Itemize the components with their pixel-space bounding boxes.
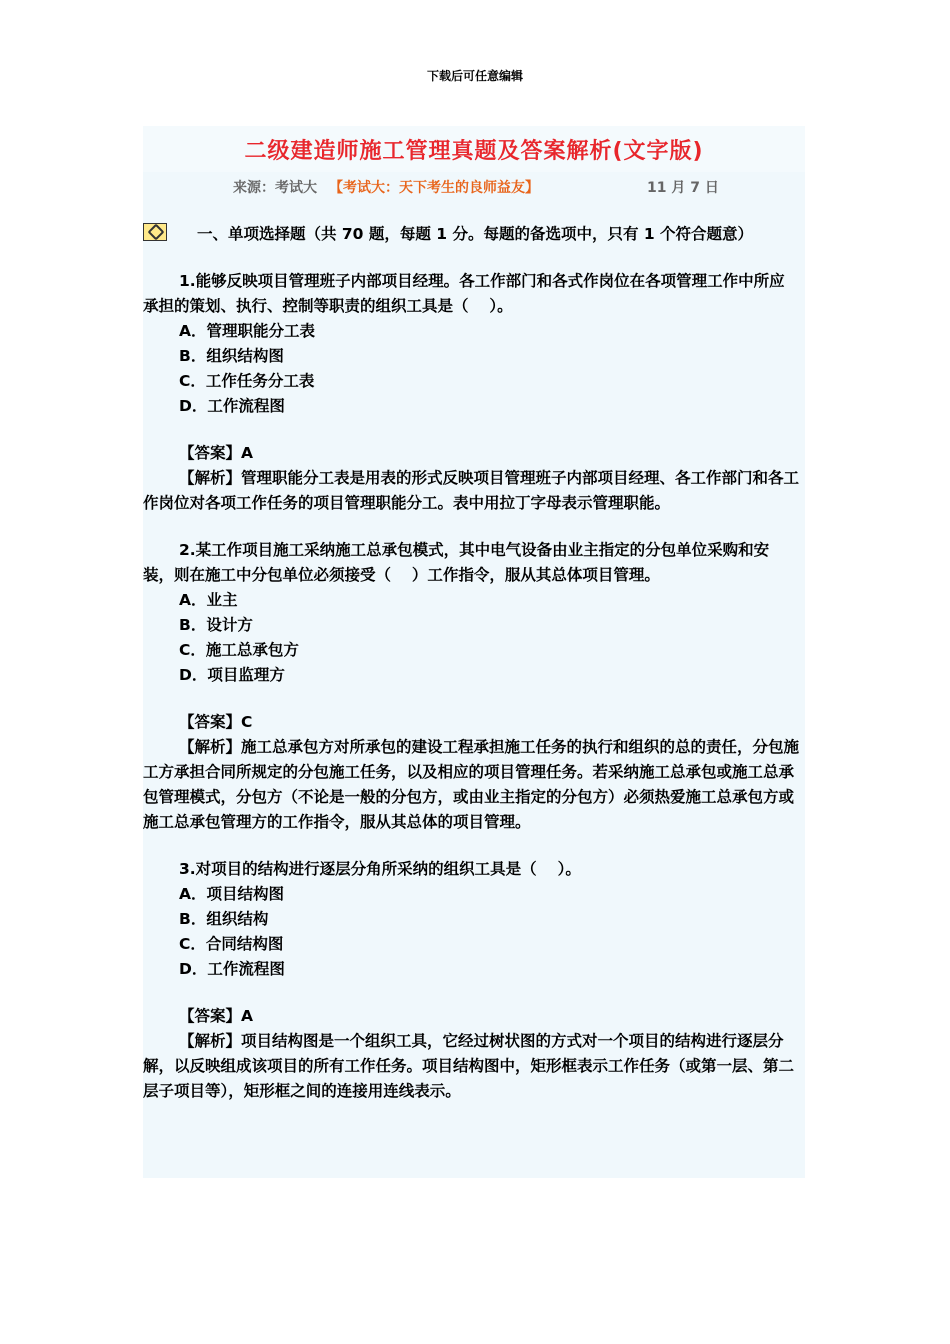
publish-date: 11 月 7 日 bbox=[647, 180, 719, 196]
section-heading bbox=[143, 222, 799, 247]
site-slogan-link[interactable]: 【考试大：天下考生的良师益友】 bbox=[329, 180, 539, 196]
answer-line: 【答案】C bbox=[179, 713, 253, 731]
question-option: D．项目监理方 bbox=[179, 666, 285, 684]
article-meta bbox=[143, 177, 805, 197]
source-label: 来源：考试大 bbox=[233, 180, 317, 196]
question-option: D．工作流程图 bbox=[179, 960, 285, 978]
question-option: C．合同结构图 bbox=[179, 935, 284, 953]
question-option: D．工作流程图 bbox=[179, 397, 285, 415]
question-option: C．施工总承包方 bbox=[179, 641, 299, 659]
article-title: 二级建造师施工管理真题及答案解析(文字版) bbox=[244, 139, 704, 164]
question-stem: 3.对项目的结构进行逐层分角所采纳的组织工具是（ ）。 bbox=[179, 860, 581, 878]
question-option: A．业主 bbox=[179, 591, 238, 609]
section-heading-text: 一、单项选择题（共 70 题，每题 1 分。每题的备选项中，只有 1 个符合题意） bbox=[197, 225, 754, 243]
analysis-text: 【解析】施工总承包方对所承包的建设工程承担施工任务的执行和组织的总的责任，分包施工方承担合同所规定的分包施工任务，以及相应的项目管理任务。若采纳施工总承包或施工总承包管理模式，分包方（不论是一般的分包方，或由业主指定的分包方）必须热爱施工总承包方或施工总承包管理方的工作指令，服从其总体的项目管理。 bbox=[143, 738, 800, 831]
question-option: C．工作任务分工表 bbox=[179, 372, 315, 390]
question-option: B．组织结构 bbox=[179, 910, 269, 928]
answer-line: 【答案】A bbox=[179, 444, 253, 462]
question-option: B．设计方 bbox=[179, 616, 253, 634]
edit-note-icon bbox=[143, 223, 167, 241]
analysis-text: 【解析】项目结构图是一个组织工具，它经过树状图的方式对一个项目的结构进行逐层分解，以反映组成该项目的所有工作任务。项目结构图中，矩形框表示工作任务（或第一层、第二层子项目等），矩形框之间的连接用连线表示。 bbox=[143, 1032, 795, 1100]
page-header-note: 下载后可任意编辑 bbox=[426, 69, 523, 83]
answer-line: 【答案】A bbox=[179, 1007, 253, 1025]
article-body bbox=[143, 222, 799, 1104]
question-option: B．组织结构图 bbox=[179, 347, 284, 365]
question-stem: 2.某工作项目施工采纳施工总承包模式，其中电气设备由业主指定的分包单位采购和安装，则在施工中分包单位必须接受（ ）工作指令，服从其总体项目管理。 bbox=[143, 541, 770, 584]
question-stem: 1.能够反映项目管理班子内部项目经理。各工作部门和各式作岗位在各项管理工作中所应承担的策划、执行、控制等职责的组织工具是（ ）。 bbox=[143, 272, 785, 315]
question-option: A．项目结构图 bbox=[179, 885, 284, 903]
analysis-text: 【解析】管理职能分工表是用表的形式反映项目管理班子内部项目经理、各工作部门和各工作岗位对各项工作任务的项目管理职能分工。表中用拉丁字母表示管理职能。 bbox=[143, 469, 800, 512]
question-option: A．管理职能分工表 bbox=[179, 322, 315, 340]
